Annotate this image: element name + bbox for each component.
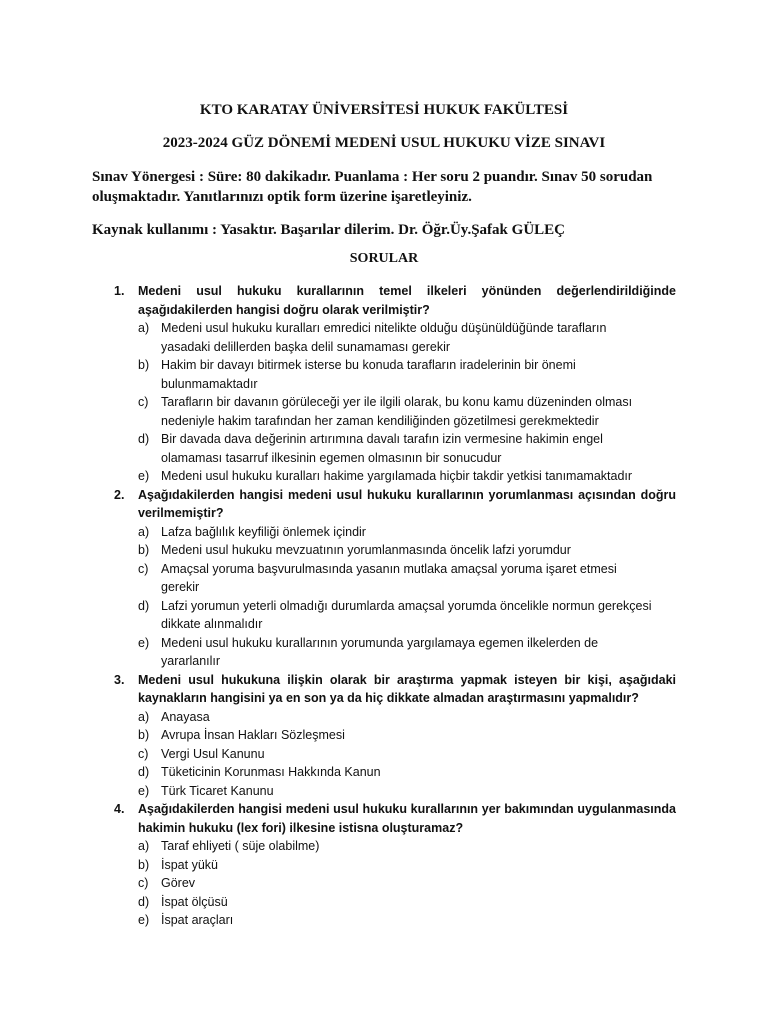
answer-option (114, 560, 676, 597)
option-letter: b) (138, 728, 150, 742)
option-letter: e) (138, 635, 150, 650)
answer-option (114, 745, 676, 764)
option-text: Görev (161, 876, 196, 890)
option-letter: d) (138, 432, 150, 446)
option-letter: c) (138, 746, 149, 761)
option-letter: b) (138, 857, 150, 872)
answer-option (114, 523, 676, 542)
option-list (114, 523, 676, 671)
option-list (114, 837, 676, 930)
university-title: KTO KARATAY ÜNİVERSİTESİ HUKUK FAKÜLTESİ (199, 102, 569, 118)
option-letter: a) (138, 839, 150, 853)
option-letter: d) (138, 894, 150, 909)
option-text: Türk Ticaret Kanunu (161, 783, 274, 798)
option-letter: c) (138, 561, 149, 576)
question-text: Aşağıdakilerden hangisi medeni usul hukuku kurallarının yorumlanması açısından doğru verilmemiştir? (138, 487, 676, 520)
question-list (114, 282, 676, 930)
answer-option (114, 541, 676, 560)
answer-option (114, 911, 676, 930)
question-item (114, 800, 676, 930)
option-text: Anayasa (161, 709, 210, 724)
option-text: Bir davada dava değerinin artırımına davalı tarafın izin vermesine hakimin engel olamaması tasarruf ilkesinin egemen olmasının bir sonucudur (161, 432, 603, 465)
option-text: Tüketicinin Korunması Hakkında Kanun (161, 765, 381, 779)
answer-option (114, 708, 676, 727)
question-item (114, 671, 676, 801)
answer-option (114, 356, 676, 393)
question-text: Medeni usul hukukuna ilişkin olarak bir araştırma yapmak isteyen bir kişi, aşağıdaki kaynakların hangisini ya en son ya da hiç dikkate almadan araştırmasını yapmalıdır? (138, 672, 676, 705)
exam-instructions: Sınav Yönergesi : Süre: 80 dakikadır. Puanlama : Her soru 2 puandır. Sınav 50 sorudan oluşmaktadır. Yanıtlarınızı optik form üzerine işaretleyiniz. (92, 169, 653, 205)
question-number: 4. (114, 802, 125, 816)
answer-option (114, 856, 676, 875)
option-text: Medeni usul hukuku kuralları hakime yargılamada hiçbir takdir yetkisi tanımamaktadır (161, 469, 633, 483)
question-header (114, 671, 676, 708)
exam-title: 2023-2024 GÜZ DÖNEMİ MEDENİ USUL HUKUKU VİZE SINAVI (162, 135, 606, 151)
option-text: Vergi Usul Kanunu (161, 746, 265, 761)
option-letter: e) (138, 783, 150, 798)
option-list (114, 319, 676, 486)
option-text: Lafzi yorumun yeterli olmadığı durumlarda amaçsal yorumda öncelikle normun gerekçesi dikkate alınmalıdır (161, 598, 652, 631)
question-item (114, 282, 676, 486)
option-letter: a) (138, 321, 150, 335)
question-number: 1. (114, 284, 125, 298)
answer-option (114, 763, 676, 782)
answer-option (114, 467, 676, 486)
option-letter: a) (138, 709, 150, 724)
option-letter: c) (138, 395, 149, 409)
question-header (114, 800, 676, 837)
option-text: Avrupa İnsan Hakları Sözleşmesi (161, 728, 345, 742)
answer-option (114, 893, 676, 912)
option-text: Tarafların bir davanın görüleceği yer ile ilgili olarak, bu konu kamu düzeninden olması nedeniyle hakim tarafından her zaman kendiliğinden gözetilmesi gerekmektedir (161, 395, 633, 428)
option-text: Hakim bir davayı bitirmek isterse bu konuda tarafların iradelerinin bir önemi bulunmamaktadır (161, 358, 576, 391)
answer-option (114, 837, 676, 856)
option-letter: d) (138, 598, 150, 613)
question-header (114, 486, 676, 523)
option-text: Medeni usul hukuku kurallarının yorumunda yargılamaya egemen ilkelerden de yararlanılır (161, 635, 599, 668)
option-text: Amaçsal yoruma başvurulmasında yasanın mutlaka amaçsal yoruma işaret etmesi gerekir (161, 561, 617, 594)
question-header (114, 282, 676, 319)
answer-option (114, 393, 676, 430)
option-letter: c) (138, 876, 149, 890)
option-text: Medeni usul hukuku mevzuatının yorumlanmasında öncelik lafzi yorumdur (161, 543, 571, 557)
option-text: İspat yükü (161, 857, 218, 872)
option-letter: a) (138, 524, 150, 539)
answer-option (114, 782, 676, 801)
question-number: 3. (114, 672, 125, 687)
option-letter: d) (138, 765, 150, 779)
option-letter: b) (138, 543, 150, 557)
option-text: Medeni usul hukuku kuralları emredici nitelikte olduğu düşünüldüğünde tarafların yasadaki delillerden başka delil sunamaması gerekir (161, 321, 607, 354)
option-letter: e) (138, 469, 150, 483)
answer-option (114, 726, 676, 745)
option-text: Taraf ehliyeti ( süje olabilme) (161, 839, 320, 853)
question-text: Medeni usul hukuku kurallarının temel ilkeleri yönünden değerlendirildiğinde aşağıdakilerden hangisi doğru olarak verilmiştir? (138, 284, 676, 317)
question-text: Aşağıdakilerden hangisi medeni usul hukuku kurallarının yer bakımından uygulanmasında hakimin hukuku (lex fori) ilkesine istisna oluşturamaz? (138, 802, 676, 835)
question-item (114, 486, 676, 671)
option-text: Lafza bağlılık keyfiliği önlemek içindir (161, 524, 366, 539)
option-letter: b) (138, 358, 150, 372)
option-letter: e) (138, 913, 150, 927)
answer-option (114, 634, 676, 671)
answer-option (114, 430, 676, 467)
option-list (114, 708, 676, 801)
question-number: 2. (114, 487, 125, 502)
option-text: İspat ölçüsü (161, 894, 228, 909)
answer-option (114, 874, 676, 893)
resource-usage-note: Kaynak kullanımı : Yasaktır. Başarılar dilerim. Dr. Öğr.Üy.Şafak GÜLEÇ (92, 222, 565, 238)
answer-option (114, 319, 676, 356)
option-text: İspat araçları (161, 913, 234, 927)
answer-option (114, 597, 676, 634)
section-title: SORULAR (349, 251, 419, 266)
